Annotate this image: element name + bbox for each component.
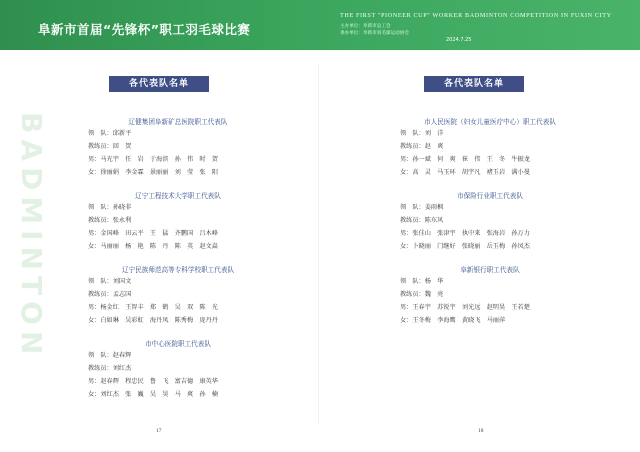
team-leader: 领 队：刘 洋 bbox=[400, 130, 444, 137]
organizer-info bbox=[340, 24, 409, 37]
team-coach: 教练员：回 贺 bbox=[88, 143, 132, 150]
header-bar bbox=[0, 0, 640, 50]
team-women: 女：王冬梅 李海鹰 黄晓飞 马丽萍 bbox=[400, 317, 506, 324]
team-leader: 领 队：刘国文 bbox=[88, 278, 132, 285]
team-name: 市保险行业职工代表队 bbox=[457, 192, 523, 200]
team-coach: 教练员：孟志国 bbox=[88, 291, 132, 298]
team-women: 女：刘红杰 张 巍 吴 昊 马 爽 孙 楠 bbox=[88, 391, 218, 398]
team-women: 女：卜晓丽 门继好 张晓丽 岳玉梅 孙凤杰 bbox=[400, 243, 530, 250]
team-men: 男：王春宇 苏锐宇 刘光远 赵明昊 王若楚 bbox=[400, 304, 530, 311]
team-women: 女：白如琳 吴彩虹 海丹凤 陈秀梅 庞丹丹 bbox=[88, 317, 218, 324]
english-title: THE FIRST "PIONEER CUP" WORKER BADMINTON COMPETITION IN FUXIN CITY bbox=[340, 12, 612, 19]
organizer: 主办单位：阜新市总工会 bbox=[340, 24, 391, 29]
team-coach: 教练员：赵 爽 bbox=[400, 143, 444, 150]
team-leader: 领 队：姜雨枫 bbox=[400, 204, 444, 211]
team-men: 男：马光宇 任 岩 于海滨 孙 伟 时 贺 bbox=[88, 156, 218, 163]
team-men: 男：杨金红 王智丰 郑 鹤 吴 双 陈 光 bbox=[88, 304, 218, 311]
team-men: 男：金国峰 田云平 王 猛 齐鹏国 吕木峰 bbox=[88, 230, 218, 237]
team-coach: 教练员：张永利 bbox=[88, 217, 132, 224]
page-number: 18 bbox=[478, 428, 484, 434]
team-name: 辽健集团阜新矿总医院职工代表队 bbox=[128, 118, 228, 126]
left-banner: 各代表队名单 bbox=[109, 76, 209, 92]
team-leader: 领 队：赵春辉 bbox=[88, 352, 132, 359]
team-leader: 领 队：孙晓非 bbox=[88, 204, 132, 211]
badminton-watermark: BADMINTON bbox=[15, 112, 48, 361]
team-leader: 领 队：杨 华 bbox=[400, 278, 444, 285]
team-leader: 领 队：邱新平 bbox=[88, 130, 132, 137]
team-name: 市中心医院职工代表队 bbox=[145, 340, 211, 348]
right-banner: 各代表队名单 bbox=[424, 76, 524, 92]
co-organizer: 承办单位：阜新市羽毛球运动协会 bbox=[340, 30, 409, 36]
team-men: 男：赵春辉 程忠民 鲁 飞 富吉德 康英华 bbox=[88, 378, 218, 385]
team-men: 男：孙一斌 何 爽 崔 伟 王 冬 牛振龙 bbox=[400, 156, 530, 163]
team-name: 阜新银行职工代表队 bbox=[460, 266, 520, 274]
team-name: 辽宁工程技术大学职工代表队 bbox=[135, 192, 221, 200]
team-name: 辽宁民族师范高等专科学校职工代表队 bbox=[121, 266, 235, 274]
page-divider bbox=[318, 64, 319, 424]
team-name: 市人民医院（妇女儿童医疗中心）职工代表队 bbox=[424, 118, 556, 126]
team-coach: 教练员：刘红杰 bbox=[88, 365, 132, 372]
team-coach: 教练员：魏 亮 bbox=[400, 291, 444, 298]
page-title: 阜新市首届“先锋杯”职工羽毛球比赛 bbox=[38, 22, 251, 37]
team-women: 女：马丽丽 杨 艳 陈 丹 陈 英 赵文焱 bbox=[88, 243, 218, 250]
team-women: 女：高 灵 马玉环 胡宇凡 褚玉岩 满小曼 bbox=[400, 169, 530, 176]
page-number: 17 bbox=[156, 428, 162, 434]
team-women: 女：徐丽娟 李金霖 景丽丽 刘 莹 张 阳 bbox=[88, 169, 218, 176]
team-coach: 教练员：陈东风 bbox=[400, 217, 444, 224]
event-date: 2024.7.25 bbox=[446, 37, 472, 43]
team-men: 男：张佳山 张津宇 执中来 张海岩 孙万力 bbox=[400, 230, 530, 237]
